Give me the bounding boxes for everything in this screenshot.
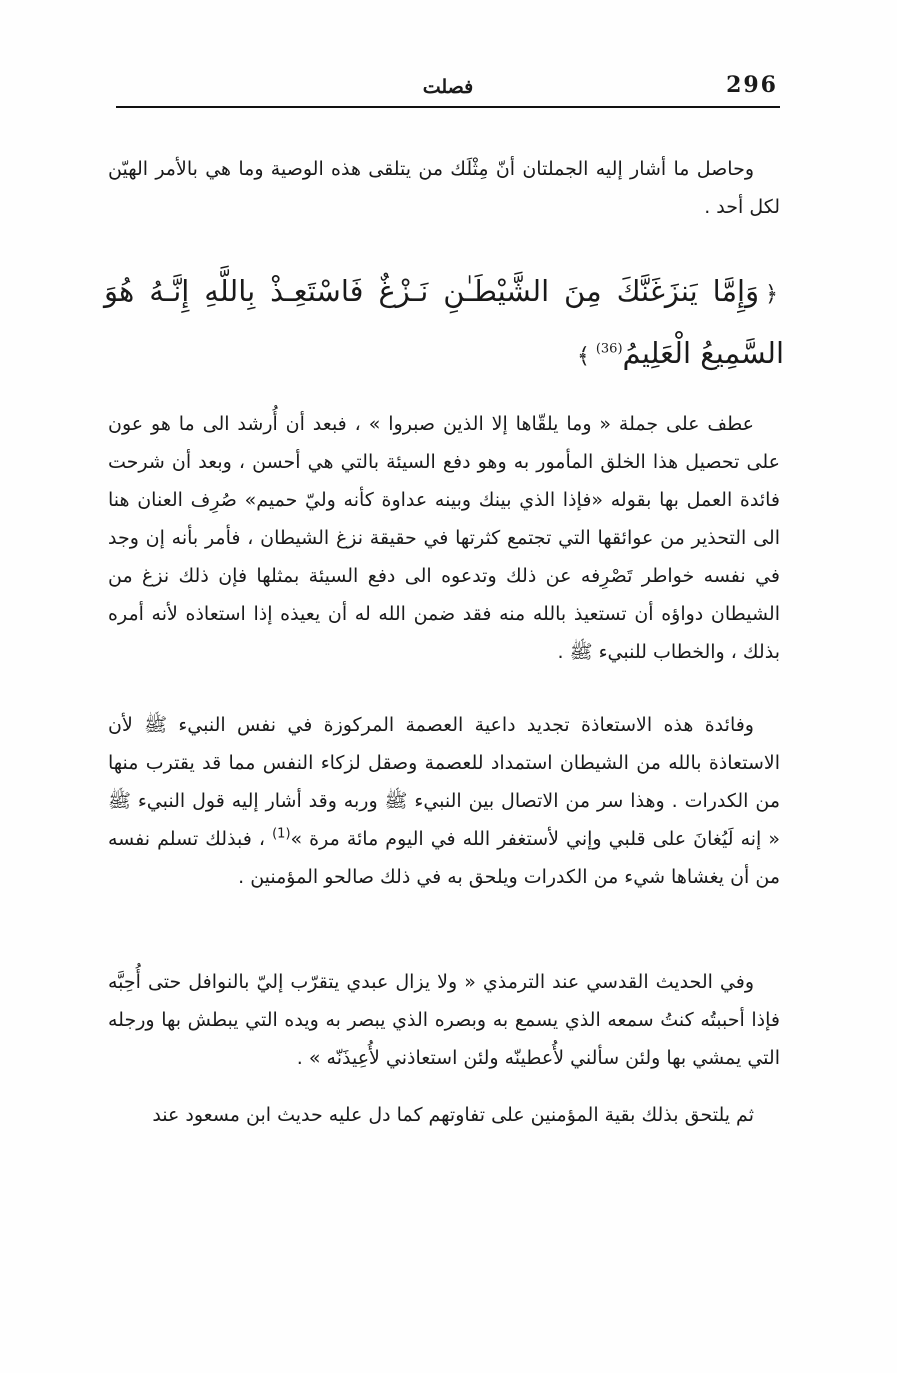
paragraph-3-end: ، فبذلك تسلم نفسه من أن يغشاها شيء من الكدرات ويلحق به في ذلك صالحو المؤمنين .: [108, 828, 780, 888]
header-rule: [116, 106, 780, 108]
verse-open-ornament: ﴿: [765, 282, 778, 307]
paragraph-3: [108, 706, 780, 896]
verse-number: (36): [595, 341, 623, 357]
running-title: فصلت: [422, 76, 474, 98]
verse-close-ornament: ﴾: [576, 344, 590, 369]
paragraph-5: ثم يلتحق بذلك بقية المؤمنين على تفاوتهم كما دل عليه حديث ابن مسعود عند: [152, 1104, 754, 1126]
verse-text: وَإِمَّا يَنزَغَنَّكَ مِنَ الشَّيْطَـٰنِ نَـزْغٌ فَاسْتَعِـذْ بِاللَّهِ إِنَّـهُ هُوَ السَّمِيعُ الْعَلِيمُ: [104, 274, 784, 370]
quran-verse: [104, 262, 784, 386]
paragraph-3-text: وفائدة هذه الاستعاذة تجديد داعية العصمة المركوزة في نفس النبيء ﷺ لأن الاستعاذة بالله من الشيطان استمداد للعصمة وصقل لزكاء النفس مما قد يقترب منها من الكدرات . وهذا سر من الاتصال بين النبيء ﷺ وربه وقد أشار إليه قول النبيء ﷺ « إنه لَيُغانَ على قلبي وإني لأستغفر الله في اليوم مائة مرة »: [108, 714, 780, 850]
paragraph-2: عطف على جملة « وما يلقّاها إلا الذين صبروا » ، فبعد أن أُرشد الى ما هو عون على تحصيل هذا الخلق المأمور به وهو دفع السيئة بالتي هي أحسن ، وبعد أن شرحت فائدة العمل بها بقوله «فإذا الذي بينك وبينه عداوة كأنه وليّ حميم» صُرِف العنان هنا الى التحذير من عوائقها التي تجتمع كثرتها في حقيقة نزغ الشيطان ، فأمر بأنه إن وجد في نفسه خواطر تَصْرِفه عن ذلك وتدعوه الى دفع السيئة بمثلها فإن ذلك نزغ من الشيطان دواؤه أن تستعيذ بالله منه فقد ضمن الله له أن يعيذه إذا استعاذه لأنه أمره بذلك ، والخطاب للنبيء ﷺ .: [108, 413, 780, 663]
footnote-marker: (1): [272, 826, 291, 842]
page-header: [118, 70, 778, 108]
paragraph-1: وحاصل ما أشار إليه الجملتان أنّ مِثْلَك من يتلقى هذه الوصية وما هي بالأمر الهيّن لكل أحد .: [108, 158, 780, 218]
page-number: 296: [726, 72, 778, 98]
paragraph-4: وفي الحديث القدسي عند الترمذي « ولا يزال عبدي يتقرّب إليّ بالنوافل حتى أُحِبَّه فإذا أحببتُه كنتُ سمعه الذي يسمع به وبصره الذي يبصر به ويده التي يبطش بها ورجله التي يمشي بها ولئن سألني لأُعطينّه ولئن استعاذني لأُعِيذَنّه » .: [108, 971, 780, 1069]
